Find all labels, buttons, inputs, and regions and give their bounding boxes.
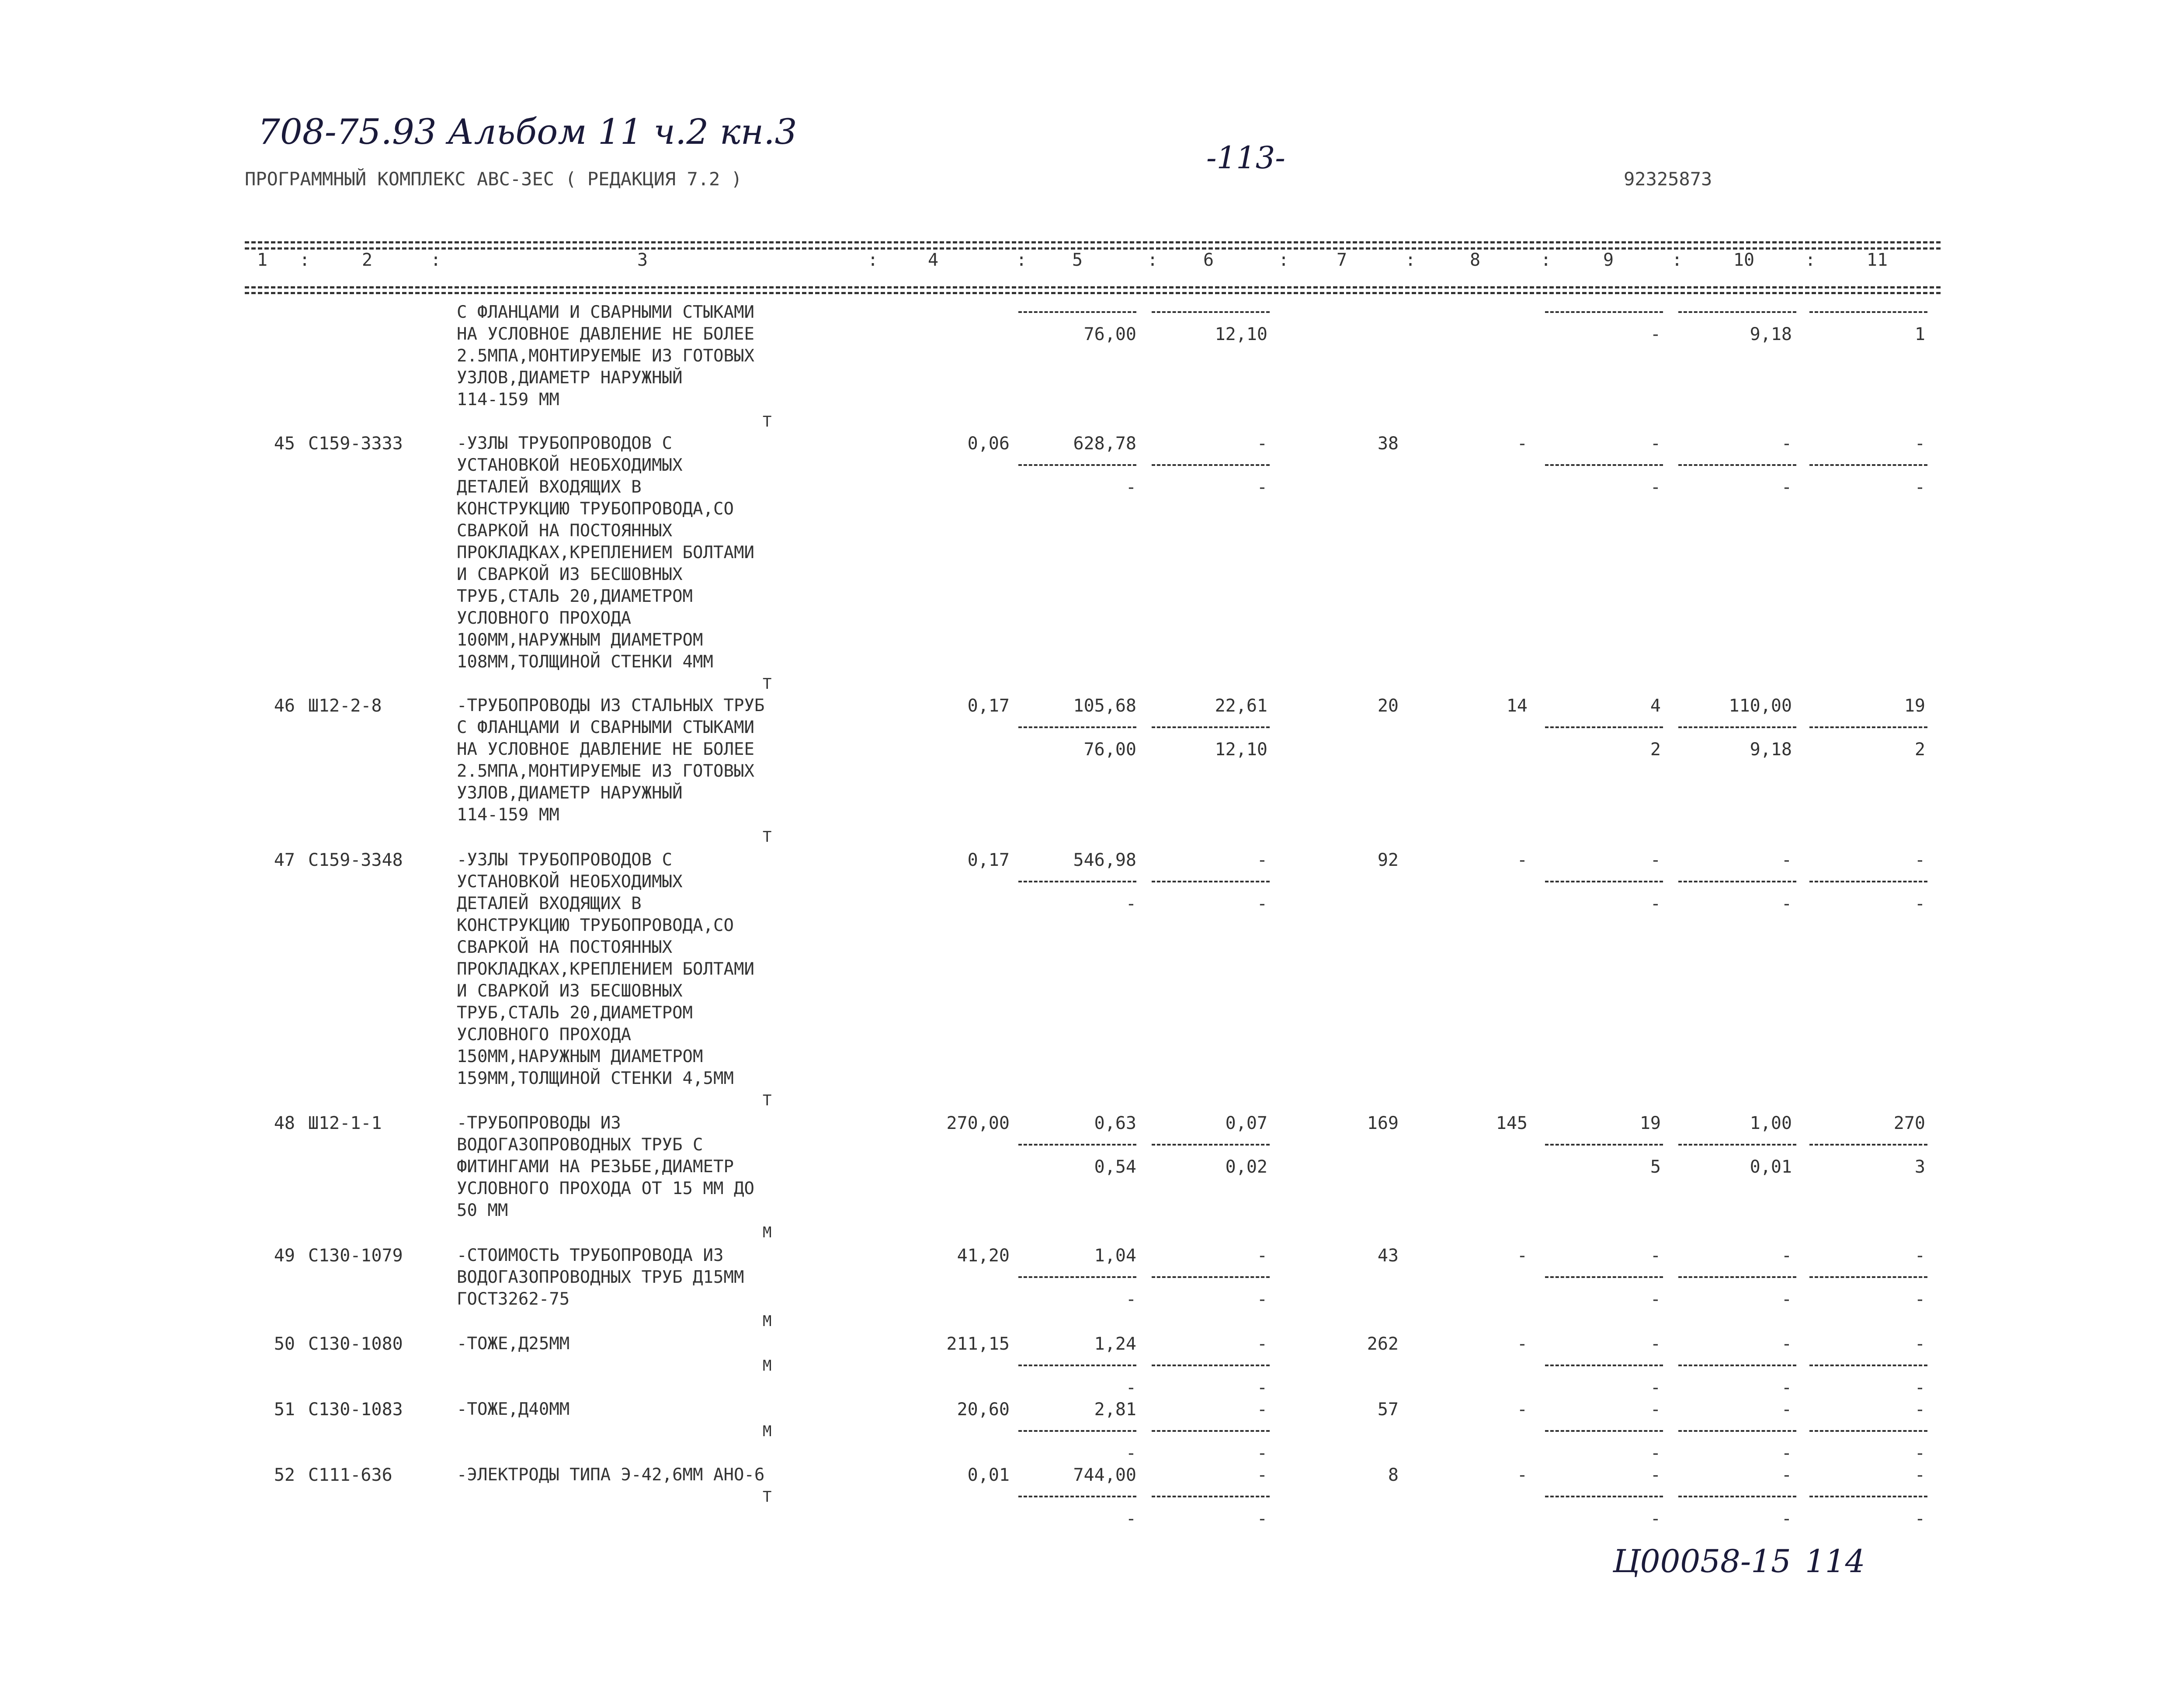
fraction-rule	[1018, 311, 1136, 313]
fraction-rule	[1678, 464, 1796, 466]
col6-upper-cell: -	[1257, 1465, 1267, 1485]
col11-lower-cell: -	[1914, 477, 1925, 497]
quantity-cell: 0,17	[967, 696, 1010, 716]
fraction-rule	[1152, 464, 1270, 466]
col6-lower-cell: 12,10	[1215, 740, 1267, 760]
col9-lower-cell: -	[1650, 1289, 1661, 1309]
col5-upper-cell: 628,78	[1073, 434, 1136, 454]
rate-code: С130-1080	[308, 1334, 403, 1354]
rate-code: С159-3333	[308, 434, 403, 454]
col10-upper-cell: -	[1781, 1334, 1792, 1354]
fraction-rule	[1545, 1365, 1663, 1366]
row-number: 45	[274, 434, 295, 454]
col-separator: :	[431, 250, 441, 270]
fraction-rule	[1018, 464, 1136, 466]
col11-upper-cell: 270	[1893, 1113, 1925, 1133]
col6-lower-cell: -	[1257, 1509, 1267, 1529]
fraction-rule	[1545, 1430, 1663, 1432]
unit-of-measure: М	[763, 1423, 772, 1440]
col6-lower-cell: -	[1257, 477, 1267, 497]
col7-cell: 43	[1377, 1246, 1399, 1266]
work-description: С ФЛАНЦАМИ И СВАРНЫМИ СТЫКАМИ НА УСЛОВНОЕ ДАВЛЕНИЕ НЕ БОЛЕЕ 2.5МПА,МОНТИРУЕМЫЕ ИЗ ГОТОВЫХ УЗЛОВ,ДИАМЕТР НАРУЖНЫЙ 114-159 ММ	[457, 302, 754, 410]
col5-lower-cell: -	[1125, 894, 1136, 914]
col6-lower-cell: 0,02	[1225, 1157, 1267, 1177]
unit-of-measure: Т	[763, 675, 772, 693]
program-complex-line: ПРОГРАММНЫЙ КОМПЛЕКС АВС-3ЕС ( РЕДАКЦИЯ 7.2 )	[245, 168, 742, 190]
col11-upper-cell: -	[1914, 434, 1925, 454]
fraction-rule	[1678, 1365, 1796, 1366]
fraction-rule	[1809, 1496, 1927, 1497]
handwritten-footer-code: Ц00058-15	[1613, 1543, 1791, 1580]
col-separator: :	[1805, 250, 1816, 270]
col11-lower-cell: 2	[1914, 740, 1925, 760]
col11-lower-cell: 1	[1914, 324, 1925, 344]
col9-upper-cell: 19	[1639, 1113, 1661, 1133]
col11-upper-cell: -	[1914, 1399, 1925, 1420]
unit-of-measure: Т	[763, 1092, 772, 1109]
col10-upper-cell: -	[1781, 1399, 1792, 1420]
fraction-rule	[1678, 1144, 1796, 1146]
fraction-rule	[1152, 1430, 1270, 1432]
col-header-9: 9	[1603, 250, 1614, 270]
col-header-3: 3	[637, 250, 648, 270]
fraction-rule	[1018, 726, 1136, 728]
fraction-rule	[1152, 1144, 1270, 1146]
col8-cell: -	[1517, 434, 1528, 454]
col-header-5: 5	[1072, 250, 1083, 270]
col5-lower-cell: -	[1125, 477, 1136, 497]
col-header-10: 10	[1733, 250, 1755, 270]
header-bottom-rule-2	[245, 292, 1941, 294]
row-number: 46	[274, 696, 295, 716]
col-header-6: 6	[1203, 250, 1214, 270]
col-separator: :	[1016, 250, 1027, 270]
col9-upper-cell: -	[1650, 1334, 1661, 1354]
col5-upper-cell: 546,98	[1073, 850, 1136, 870]
col9-lower-cell: -	[1650, 894, 1661, 914]
col-header-8: 8	[1469, 250, 1481, 270]
unit-of-measure: М	[763, 1224, 772, 1241]
fraction-rule	[1152, 1496, 1270, 1497]
rate-code: С159-3348	[308, 850, 403, 870]
col8-cell: -	[1517, 1465, 1528, 1485]
col9-lower-cell: -	[1650, 477, 1661, 497]
col6-lower-cell: 12,10	[1215, 324, 1267, 344]
fraction-rule	[1809, 1430, 1927, 1432]
col9-lower-cell: 2	[1650, 740, 1661, 760]
col5-upper-cell: 0,63	[1094, 1113, 1136, 1133]
unit-of-measure: М	[763, 1313, 772, 1330]
col10-lower-cell: -	[1781, 1378, 1792, 1398]
col10-lower-cell: 0,01	[1750, 1157, 1792, 1177]
row-number: 49	[274, 1246, 295, 1266]
page-number: -113-	[1206, 140, 1285, 176]
fraction-rule	[1018, 1365, 1136, 1366]
rate-code: С130-1083	[308, 1399, 403, 1420]
fraction-rule	[1018, 881, 1136, 882]
row-number: 48	[274, 1113, 295, 1133]
col11-lower-cell: 3	[1914, 1157, 1925, 1177]
fraction-rule	[1809, 1365, 1927, 1366]
col11-lower-cell: -	[1914, 894, 1925, 914]
fraction-rule	[1545, 1144, 1663, 1146]
col10-lower-cell: 9,18	[1750, 740, 1792, 760]
col7-cell: 57	[1377, 1399, 1399, 1420]
row-number: 50	[274, 1334, 295, 1354]
col10-lower-cell: -	[1781, 1289, 1792, 1309]
col7-cell: 92	[1377, 850, 1399, 870]
fraction-rule	[1152, 726, 1270, 728]
fraction-rule	[1678, 1430, 1796, 1432]
work-description: -ТОЖЕ,Д25ММ	[457, 1334, 570, 1354]
col9-upper-cell: -	[1650, 850, 1661, 870]
fraction-rule	[1545, 1496, 1663, 1497]
quantity-cell: 270,00	[946, 1113, 1010, 1133]
col11-lower-cell: -	[1914, 1509, 1925, 1529]
col11-upper-cell: -	[1914, 850, 1925, 870]
col11-lower-cell: -	[1914, 1378, 1925, 1398]
fraction-rule	[1018, 1276, 1136, 1278]
unit-of-measure: Т	[763, 828, 772, 846]
col5-upper-cell: 105,68	[1073, 696, 1136, 716]
fraction-rule	[1152, 311, 1270, 313]
col5-lower-cell: -	[1125, 1289, 1136, 1309]
col9-upper-cell: -	[1650, 434, 1661, 454]
col9-lower-cell: 5	[1650, 1157, 1661, 1177]
fraction-rule	[1152, 1276, 1270, 1278]
col-separator: :	[868, 250, 878, 270]
unit-of-measure: Т	[763, 413, 772, 431]
fraction-rule	[1018, 1144, 1136, 1146]
col-separator: :	[1541, 250, 1552, 270]
fraction-rule	[1545, 726, 1663, 728]
fraction-rule	[1809, 881, 1927, 882]
col-separator: :	[1278, 250, 1289, 270]
col6-lower-cell: -	[1257, 1289, 1267, 1309]
rate-code: Ш12-1-1	[308, 1113, 382, 1133]
table-top-rule	[245, 241, 1941, 243]
col6-upper-cell: -	[1257, 1399, 1267, 1420]
row-number: 47	[274, 850, 295, 870]
fraction-rule	[1809, 1276, 1927, 1278]
col10-upper-cell: 110,00	[1729, 696, 1792, 716]
col5-upper-cell: 1,04	[1094, 1246, 1136, 1266]
col-header-2: 2	[361, 250, 373, 270]
col8-cell: 14	[1506, 696, 1528, 716]
col6-lower-cell: -	[1257, 894, 1267, 914]
col11-upper-cell: 19	[1904, 696, 1925, 716]
col-header-4: 4	[927, 250, 939, 270]
handwritten-footer-page: 114	[1805, 1543, 1865, 1580]
col5-lower-cell: 0,54	[1094, 1157, 1136, 1177]
col8-cell: -	[1517, 850, 1528, 870]
col10-upper-cell: -	[1781, 434, 1792, 454]
col11-upper-cell: -	[1914, 1465, 1925, 1485]
col-header-7: 7	[1336, 250, 1347, 270]
col-header-1: 1	[257, 250, 268, 270]
unit-of-measure: М	[763, 1357, 772, 1375]
col6-lower-cell: -	[1257, 1443, 1267, 1463]
fraction-rule	[1545, 881, 1663, 882]
quantity-cell: 0,06	[967, 434, 1010, 454]
col10-lower-cell: -	[1781, 894, 1792, 914]
col11-upper-cell: -	[1914, 1334, 1925, 1354]
col9-lower-cell: -	[1650, 1378, 1661, 1398]
rate-code: С130-1079	[308, 1246, 403, 1266]
col6-upper-cell: -	[1257, 1246, 1267, 1266]
fraction-rule	[1018, 1496, 1136, 1497]
work-description: -УЗЛЫ ТРУБОПРОВОДОВ С УСТАНОВКОЙ НЕОБХОДИМЫХ ДЕТАЛЕЙ ВХОДЯЩИХ В КОНСТРУКЦИЮ ТРУБОПРОВОДА,СО СВАРКОЙ НА ПОСТОЯННЫХ ПРОКЛАДКАХ,КРЕПЛЕНИЕМ БОЛТАМИ И СВАРКОЙ ИЗ БЕСШОВНЫХ ТРУБ,СТАЛЬ 20,ДИАМЕТРОМ УСЛОВНОГО ПРОХОДА 100ММ,НАРУЖНЫМ ДИАМЕТРОМ 108ММ,ТОЛЩИНОЙ СТЕНКИ 4ММ	[457, 434, 754, 672]
fraction-rule	[1152, 881, 1270, 882]
col8-cell: -	[1517, 1334, 1528, 1354]
fraction-rule	[1809, 464, 1927, 466]
col10-upper-cell: -	[1781, 1465, 1792, 1485]
col9-lower-cell: -	[1650, 324, 1661, 344]
fraction-rule	[1018, 1430, 1136, 1432]
col9-upper-cell: -	[1650, 1246, 1661, 1266]
col-separator: :	[1672, 250, 1683, 270]
col9-lower-cell: -	[1650, 1509, 1661, 1529]
col6-upper-cell: 0,07	[1225, 1113, 1267, 1133]
col6-lower-cell: -	[1257, 1378, 1267, 1398]
quantity-cell: 41,20	[957, 1246, 1010, 1266]
unit-of-measure: Т	[763, 1488, 772, 1506]
col9-upper-cell: 4	[1650, 696, 1661, 716]
quantity-cell: 20,60	[957, 1399, 1010, 1420]
col-separator: :	[1147, 250, 1158, 270]
fraction-rule	[1678, 881, 1796, 882]
col11-lower-cell: -	[1914, 1289, 1925, 1309]
col10-upper-cell: 1,00	[1750, 1113, 1792, 1133]
col8-cell: 145	[1496, 1113, 1528, 1133]
col10-lower-cell: -	[1781, 477, 1792, 497]
fraction-rule	[1152, 1365, 1270, 1366]
col10-upper-cell: -	[1781, 1246, 1792, 1266]
col9-lower-cell: -	[1650, 1443, 1661, 1463]
work-description: -ЭЛЕКТРОДЫ ТИПА Э-42,6ММ АНО-6	[457, 1465, 765, 1485]
col7-cell: 20	[1377, 696, 1399, 716]
rate-code: С111-636	[308, 1465, 392, 1485]
col-header-11: 11	[1866, 250, 1888, 270]
col6-upper-cell: -	[1257, 434, 1267, 454]
col5-lower-cell: 76,00	[1083, 324, 1136, 344]
col10-lower-cell: -	[1781, 1443, 1792, 1463]
col5-upper-cell: 744,00	[1073, 1465, 1136, 1485]
quantity-cell: 0,17	[967, 850, 1010, 870]
col10-lower-cell: -	[1781, 1509, 1792, 1529]
document-code: 92325873	[1624, 168, 1712, 190]
fraction-rule	[1678, 1496, 1796, 1497]
col-separator: :	[1405, 250, 1416, 270]
work-description: -ТОЖЕ,Д40ММ	[457, 1399, 570, 1419]
col8-cell: -	[1517, 1399, 1528, 1420]
col7-cell: 169	[1367, 1113, 1399, 1133]
quantity-cell: 211,15	[946, 1334, 1010, 1354]
table-top-rule-2	[245, 247, 1941, 250]
col5-upper-cell: 1,24	[1094, 1334, 1136, 1354]
col10-upper-cell: -	[1781, 850, 1792, 870]
quantity-cell: 0,01	[967, 1465, 1010, 1485]
col11-lower-cell: -	[1914, 1443, 1925, 1463]
col10-lower-cell: 9,18	[1750, 324, 1792, 344]
col6-upper-cell: 22,61	[1215, 696, 1267, 716]
col7-cell: 38	[1377, 434, 1399, 454]
col5-lower-cell: -	[1125, 1443, 1136, 1463]
col7-cell: 8	[1388, 1465, 1399, 1485]
column-header-row	[0, 250, 2184, 276]
fraction-rule	[1545, 311, 1663, 313]
fraction-rule	[1678, 1276, 1796, 1278]
work-description: -ТРУБОПРОВОДЫ ИЗ СТАЛЬНЫХ ТРУБ С ФЛАНЦАМИ И СВАРНЫМИ СТЫКАМИ НА УСЛОВНОЕ ДАВЛЕНИЕ НЕ БОЛЕЕ 2.5МПА,МОНТИРУЕМЫЕ ИЗ ГОТОВЫХ УЗЛОВ,ДИАМЕТР НАРУЖНЫЙ 114-159 ММ	[457, 696, 765, 825]
col5-upper-cell: 2,81	[1094, 1399, 1136, 1420]
work-description: -ТРУБОПРОВОДЫ ИЗ ВОДОГАЗОПРОВОДНЫХ ТРУБ С ФИТИНГАМИ НА РЕЗЬБЕ,ДИАМЕТР УСЛОВНОГО ПРОХОДА ОТ 15 ММ ДО 50 ММ	[457, 1113, 754, 1220]
fraction-rule	[1678, 311, 1796, 313]
work-description: -УЗЛЫ ТРУБОПРОВОДОВ С УСТАНОВКОЙ НЕОБХОДИМЫХ ДЕТАЛЕЙ ВХОДЯЩИХ В КОНСТРУКЦИЮ ТРУБОПРОВОДА,СО СВАРКОЙ НА ПОСТОЯННЫХ ПРОКЛАДКАХ,КРЕПЛЕНИЕМ БОЛТАМИ И СВАРКОЙ ИЗ БЕСШОВНЫХ ТРУБ,СТАЛЬ 20,ДИАМЕТРОМ УСЛОВНОГО ПРОХОДА 150ММ,НАРУЖНЫМ ДИАМЕТРОМ 159ММ,ТОЛЩИНОЙ СТЕНКИ 4,5ММ	[457, 850, 754, 1088]
col5-lower-cell: -	[1125, 1509, 1136, 1529]
fraction-rule	[1678, 726, 1796, 728]
fraction-rule	[1809, 726, 1927, 728]
fraction-rule	[1809, 1144, 1927, 1146]
row-number: 52	[274, 1465, 295, 1485]
fraction-rule	[1809, 311, 1927, 313]
work-description: -СТОИМОСТЬ ТРУБОПРОВОДА ИЗ ВОДОГАЗОПРОВОДНЫХ ТРУБ Д15ММ ГОСТ3262-75	[457, 1246, 744, 1309]
fraction-rule	[1545, 1276, 1663, 1278]
col6-upper-cell: -	[1257, 1334, 1267, 1354]
header-bottom-rule	[245, 286, 1941, 288]
handwritten-album-reference: 708-75.93 Альбом 11 ч.2 кн.3	[258, 111, 797, 152]
col9-upper-cell: -	[1650, 1399, 1661, 1420]
col5-lower-cell: 76,00	[1083, 740, 1136, 760]
fraction-rule	[1545, 464, 1663, 466]
col9-upper-cell: -	[1650, 1465, 1661, 1485]
col6-upper-cell: -	[1257, 850, 1267, 870]
col8-cell: -	[1517, 1246, 1528, 1266]
col5-lower-cell: -	[1125, 1378, 1136, 1398]
col11-upper-cell: -	[1914, 1246, 1925, 1266]
col7-cell: 262	[1367, 1334, 1399, 1354]
col-separator: :	[299, 250, 310, 270]
rate-code: Ш12-2-8	[308, 696, 382, 716]
row-number: 51	[274, 1399, 295, 1420]
